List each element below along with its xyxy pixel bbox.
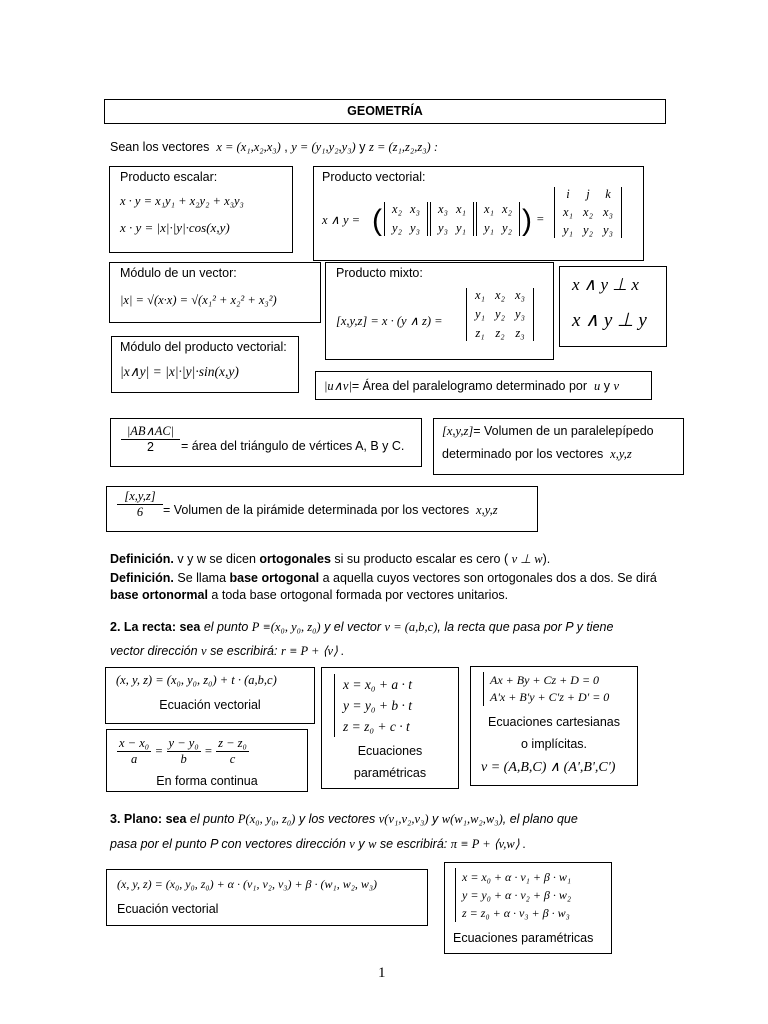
recta-param-label-1: Ecuaciones	[357, 744, 423, 758]
det-cell: y₂	[495, 307, 505, 321]
def-2-text-a: Se llama	[177, 571, 227, 585]
plano-text-4: , el plano que	[502, 812, 578, 826]
vol-par-lhs: [x,y,z]	[442, 424, 474, 438]
det-cell: j	[586, 187, 590, 201]
recta-cart-label-2: o implícitas.	[521, 737, 587, 751]
vectorial-lhs: x ∧ y =	[322, 213, 361, 227]
recta-cart-box	[470, 666, 638, 786]
equals-sign: =	[536, 212, 545, 226]
recta-vector-label: Ecuación vectorial	[159, 698, 261, 712]
recta-point: P ≡(x₀, y₀, z₀)	[251, 620, 321, 634]
def-2-text-d: dirá	[636, 571, 657, 585]
plano-text-1: el punto	[189, 812, 235, 826]
frac-num: x − x₀	[119, 736, 150, 750]
minor-1-cell: y₃	[410, 221, 420, 235]
plano-text-5: pasa por el punto P con vectores dirección	[110, 837, 346, 851]
perp-line-2: x ∧ y ⊥ y	[572, 310, 647, 331]
continua-frac	[216, 736, 249, 767]
z-def: z = (z₁,z₂,z₃) :	[368, 140, 438, 154]
def-2-text-c: a aquella cuyos vectores son ortogonales dos a dos. Se	[322, 571, 633, 585]
vectorial-determinant	[554, 187, 622, 238]
param-eq: x = x₀ + a · t	[343, 677, 413, 692]
frac-num: z − z₀	[218, 736, 247, 750]
plano-param-system	[455, 868, 571, 922]
det-cell: z₂	[495, 326, 505, 340]
plano-text-2: y los vectores	[298, 812, 376, 826]
vol-par-line-2	[442, 447, 632, 462]
vec-w: w	[368, 837, 377, 851]
vol-pir-den: 6	[136, 505, 144, 519]
minor-3-cell: x₁	[484, 202, 494, 216]
vol-pir-line	[163, 503, 498, 518]
frac-den: a	[130, 752, 138, 766]
recta-line-1	[110, 620, 613, 635]
def-1-term: ortogonales	[259, 552, 331, 566]
escalar-box	[109, 166, 293, 253]
plano-vector-label: Ecuación vectorial	[117, 902, 219, 916]
cart-eq: Ax + By + Cz + D = 0	[490, 673, 600, 687]
area-par-line	[324, 378, 619, 394]
minor-1-cell: y₂	[392, 221, 402, 235]
det-cell: k	[605, 187, 611, 201]
page-title: GEOMETRÍA	[347, 104, 423, 118]
recta-param-system	[334, 674, 412, 737]
open-paren: (	[372, 204, 382, 237]
continua-fractions: $\frac{\text{x − x₀}}{a}$ = $\frac{\text{y − y₀}}{b}$ = $\frac{\text{z − z₀}}{c}$	[119, 736, 247, 766]
recta-continua-box	[106, 729, 308, 792]
det-cell: y₂	[583, 223, 593, 237]
recta-text-5: se escribirá:	[210, 644, 278, 658]
def-2-label: Definición.	[110, 571, 174, 585]
area-tri-box	[110, 418, 422, 467]
plano-text-3: y	[432, 812, 439, 826]
plano-vector-w: w(w₁,w₂,w₃)	[441, 812, 503, 826]
det-cell: x₃	[603, 205, 613, 219]
mixto-title: Producto mixto:	[336, 266, 423, 280]
modulo-title: Módulo de un vector:	[120, 266, 237, 280]
escalar-title: Producto escalar:	[120, 170, 218, 184]
plano-vector-v: v(v₁,v₂,v₃)	[378, 812, 429, 826]
x-def: x = (x₁,x₂,x₃)	[216, 140, 281, 154]
param-eq: y = y₀ + α · v₂ + β · w₂	[462, 888, 572, 902]
recta-param-box	[321, 667, 459, 789]
minor-3-cell: y₁	[484, 221, 494, 235]
modvec-title: Módulo del producto vectorial:	[120, 340, 287, 354]
recta-text-4: vector dirección	[110, 644, 198, 658]
minor-2	[430, 202, 474, 236]
frac-num: y − y₀	[168, 736, 199, 750]
minor-3-cell: y₂	[502, 221, 512, 235]
det-cell: y₁	[563, 223, 573, 237]
y-def: y = (y₁,y₂,y₃)	[291, 140, 356, 154]
recta-formula: r ≡ P + ⟨v⟩ .	[280, 644, 345, 658]
recta-text-1: el punto	[203, 620, 249, 634]
vol-par-text-2: determinado por los vectores	[442, 447, 604, 461]
recta-heading: 2. La recta: sea	[110, 620, 201, 634]
minor-1	[384, 202, 428, 236]
vol-pir-num: [x,y,z]	[117, 489, 163, 505]
param-eq: y = y₀ + b · t	[343, 698, 413, 713]
perp-box	[559, 266, 667, 347]
page-number: 1	[378, 965, 386, 981]
vec-v: v	[349, 837, 355, 851]
area-par-lhs: |u∧v|	[324, 379, 352, 393]
intro-label: Sean los vectores	[110, 140, 210, 154]
def-1-formula: v ⊥ w	[511, 552, 543, 566]
vol-pir-fraction	[117, 489, 163, 520]
def-2-text-f: a toda base ortogonal formada por vectores unitarios.	[211, 588, 509, 602]
plano-line-2: pasa por el punto P con vectores dirección v y w se escribirá: π ≡ P + ⟨v,w⟩ .	[110, 837, 526, 851]
mixto-box	[325, 262, 554, 360]
vol-pir-box	[106, 486, 538, 532]
mixto-lhs: [x,y,z] = x · (y ∧ z) =	[336, 314, 443, 328]
recta-vector-formula: (x, y, z) = (x₀, y₀, z₀) + t · (a,b,c)	[116, 673, 277, 687]
escalar-formula-1: x · y = x₁y₁ + x₂y₂ + x₃y₃	[120, 194, 244, 208]
plano-param-box	[444, 862, 612, 954]
vec-v: v	[201, 644, 207, 658]
area-par-box	[315, 371, 652, 400]
plano-text-6: se escribirá:	[379, 837, 448, 851]
modvec-box	[111, 336, 299, 393]
minor-3	[476, 202, 520, 236]
param-eq: z = z₀ + α · v₃ + β · w₃	[462, 906, 570, 920]
vectorial-title: Producto vectorial:	[322, 170, 426, 184]
param-eq: z = z₀ + c · t	[343, 719, 410, 734]
def-1-text-a: v y w se dicen	[177, 552, 256, 566]
def-2-term-1: base ortogonal	[229, 571, 320, 585]
minor-1-cell: x₃	[410, 202, 420, 216]
recta-continua-label: En forma continua	[156, 774, 258, 788]
det-cell: x₁	[475, 288, 485, 302]
param-eq: x = x₀ + α · v₁ + β · w₁	[462, 870, 572, 884]
det-cell: x₂	[583, 205, 593, 219]
def-2-term-2: base ortonormal	[110, 588, 208, 602]
vol-par-line-1	[442, 424, 654, 439]
intro-and: y	[359, 140, 366, 154]
recta-text-3: , la recta que pasa por P y tiene	[437, 620, 614, 634]
det-cell: y₁	[475, 307, 485, 321]
frac-den: b	[180, 752, 187, 766]
minor-2-cell: y₃	[438, 221, 448, 235]
perp-line-1: x ∧ y ⊥ x	[572, 275, 639, 294]
continua-frac	[167, 736, 201, 767]
mixto-determinant	[466, 288, 534, 341]
minor-1-cell: x₂	[392, 202, 402, 216]
area-tri-fraction	[121, 423, 180, 454]
minor-2-cell: y₁	[456, 221, 466, 235]
title-box	[104, 99, 666, 124]
area-tri-text: = área del triángulo de vértices A, B y C.	[181, 439, 405, 453]
definition-1	[110, 551, 550, 567]
intro-line: Sean los vectores x = (x₁,x₂,x₃) , y = (y₁,y₂,y₃) y z = (z₁,z₂,z₃) :	[110, 140, 438, 154]
continua-frac	[117, 736, 151, 767]
modulo-formula: |x| = √(x·x) = √(x₁² + x₂² + x₃²)	[120, 293, 277, 307]
vol-par-text-1: = Volumen de un paralelepípedo	[473, 424, 654, 438]
cart-eq: A'x + B'y + C'z + D' = 0	[490, 690, 610, 704]
area-par-and: y	[603, 379, 610, 393]
det-cell: x₃	[515, 288, 525, 302]
vec-v: v	[613, 379, 620, 393]
vectorial-box	[313, 166, 644, 261]
vol-pir-text: = Volumen de la pirámide determinada por los vectores	[163, 503, 470, 517]
definition-2	[110, 570, 670, 604]
det-cell: z₃	[515, 326, 525, 340]
plano-vector-box	[106, 869, 428, 926]
vol-pir-vecs: x,y,z	[476, 503, 498, 517]
def-1-text-c: si su producto escalar es cero (	[334, 552, 509, 566]
det-cell: x₁	[563, 205, 573, 219]
vol-par-box	[433, 418, 684, 475]
area-tri-num: |AB∧AC|	[121, 423, 180, 440]
area-par-text: = Área del paralelogramo determinado por	[351, 379, 588, 393]
det-cell: z₁	[475, 326, 485, 340]
det-cell: y₃	[603, 223, 613, 237]
area-tri-den: 2	[147, 440, 154, 454]
def-1-text-d: ).	[542, 552, 551, 566]
modulo-box	[109, 262, 321, 323]
recta-line-2	[110, 643, 344, 659]
plano-heading: 3. Plano: sea	[110, 812, 187, 826]
det-cell: y₃	[515, 307, 525, 321]
det-cell: i	[566, 187, 570, 201]
close-paren: )	[522, 204, 532, 237]
frac-den: c	[229, 752, 236, 766]
minor-2-cell: x₁	[456, 202, 466, 216]
def-1-label: Definición.	[110, 552, 174, 566]
recta-cart-label-1: Ecuaciones cartesianas	[487, 715, 621, 729]
recta-param-label-2: paramétricas	[353, 766, 427, 780]
plano-point: P(x₀, y₀, z₀)	[237, 812, 296, 826]
minor-2-cell: x₃	[438, 202, 448, 216]
recta-cart-formula: v = (A,B,C) ∧ (A',B',C')	[481, 760, 616, 775]
plano-param-label: Ecuaciones paramétricas	[453, 931, 594, 945]
recta-cart-system	[483, 672, 609, 706]
plano-vector-formula: (x, y, z) = (x₀, y₀, z₀) + α · (v₁, v₂, v₃) + β · (w₁, w₂, w₃)	[117, 877, 378, 891]
recta-text-2: y el vector	[324, 620, 382, 634]
recta-vector: v = (a,b,c)	[384, 620, 438, 634]
det-cell: x₂	[495, 288, 505, 302]
escalar-formula-2: x · y = |x|·|y|·cos(x,y)	[120, 220, 230, 235]
vec-u: u	[594, 379, 601, 393]
modvec-formula: |x∧y| = |x|·|y|·sin(x,y)	[120, 364, 239, 379]
vol-par-vecs: x,y,z	[610, 447, 632, 461]
recta-vector-box	[105, 667, 315, 724]
minor-3-cell: x₂	[502, 202, 512, 216]
plano-line-1	[110, 812, 578, 827]
plano-formula: π ≡ P + ⟨v,w⟩ .	[450, 837, 526, 851]
